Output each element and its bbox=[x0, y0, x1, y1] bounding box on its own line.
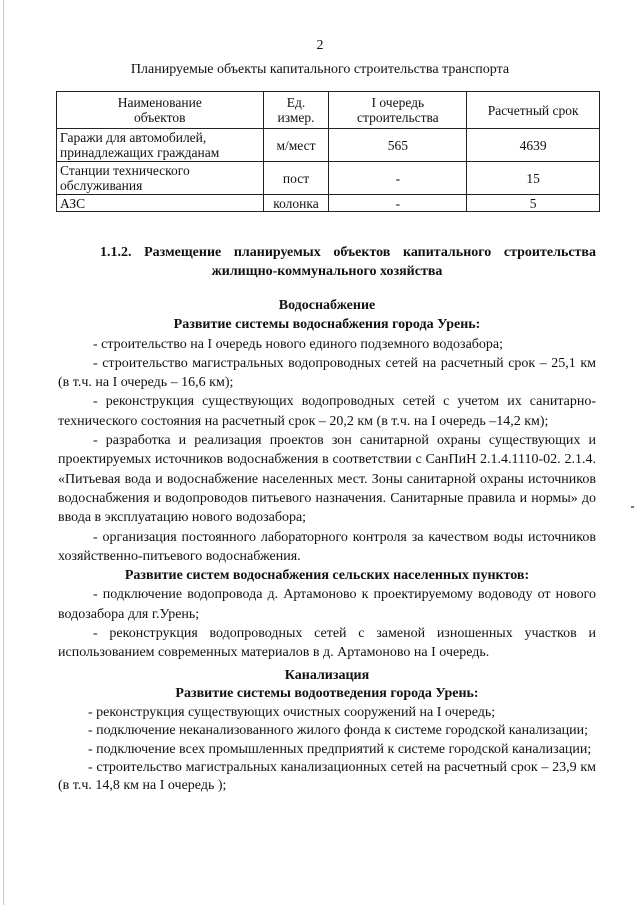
list-item: - подключение всех промышленных предприятий к системе городской канализации; bbox=[88, 741, 592, 757]
list-item: - подключение водопровода д. Артамоново к проектируемому водоводу от нового водозабора для г.Урень; bbox=[58, 587, 596, 622]
section-heading: 1.1.2. Размещение планируемых объектов капитального строительства жилищно-коммунального хозяйства bbox=[100, 245, 596, 280]
list-item: - реконструкция существующих водопроводных сетей с учетом их санитарно-технического состояния на расчетный срок – 20,2 км (в т.ч. на I очередь –14,2 км); bbox=[58, 394, 596, 429]
header-phase1: I очередь строительства bbox=[329, 92, 467, 129]
table-row bbox=[57, 195, 600, 212]
cell-total: 15 bbox=[467, 162, 600, 195]
header-name: Наименование объектов bbox=[57, 92, 264, 129]
list-item: - разработка и реализация проектов зон санитарной охраны существующих и проектируемых источников водоснабжения в соответствии с СанПиН 2.1.4.1110-02. 2.1.4. «Питьевая вода и водоснабжение населенных мест. Зоны санитарной охраны источников водоснабжения и водопроводов питьевого назначения. Санитарные правила и нормы» до ввода в эксплуатацию нового водозабора; bbox=[58, 433, 596, 526]
cell-name: АЗС bbox=[57, 195, 264, 212]
water-section bbox=[58, 296, 596, 663]
cell-name: Гаражи для автомобилей, принадлежащих гражданам bbox=[57, 129, 264, 162]
cell-name: Станции технического обслуживания bbox=[57, 162, 264, 195]
header-total: Расчетный срок bbox=[467, 92, 600, 129]
scan-edge-line bbox=[3, 0, 4, 905]
sewer-city-heading: Развитие системы водоотведения города Урень: bbox=[175, 686, 479, 702]
header-unit: Ед. измер. bbox=[263, 92, 329, 129]
cell-phase1: - bbox=[329, 162, 467, 195]
list-item: - реконструкция водопроводных сетей с заменой изношенных участков и использованием современных материалов в д. Артамоново на I очередь. bbox=[58, 626, 596, 661]
list-item: - организация постоянного лабораторного контроля за качеством воды источников хозяйственно-питьевого водоснабжения. bbox=[58, 529, 596, 564]
water-rural-heading: Развитие систем водоснабжения сельских населенных пунктов: bbox=[124, 568, 530, 584]
transport-table bbox=[56, 91, 600, 212]
cell-total: 4639 bbox=[467, 129, 600, 162]
table-header-row bbox=[57, 92, 600, 129]
page-number: 2 bbox=[316, 38, 324, 53]
list-item: - строительство на I очередь нового единого подземного водозабора; bbox=[93, 336, 504, 352]
sewer-section bbox=[58, 667, 596, 796]
cell-phase1: 565 bbox=[329, 129, 467, 162]
cell-total: 5 bbox=[467, 195, 600, 212]
water-title: Водоснабжение bbox=[278, 298, 376, 313]
scan-speck bbox=[631, 506, 634, 508]
cell-unit: м/мест bbox=[263, 129, 329, 162]
table-row bbox=[57, 129, 600, 162]
table-title: Планируемые объекты капитального строительства транспорта bbox=[130, 62, 510, 77]
cell-unit: пост bbox=[263, 162, 329, 195]
sewer-title: Канализация bbox=[284, 668, 370, 683]
cell-phase1: - bbox=[329, 195, 467, 212]
list-item: - реконструкция существующих очистных сооружений на I очередь; bbox=[88, 704, 496, 720]
cell-unit: колонка bbox=[263, 195, 329, 212]
list-item: - строительство магистральных канализационных сетей на расчетный срок – 23,9 км (в т.ч. 14,8 км на I очередь ); bbox=[58, 760, 596, 794]
water-city-heading: Развитие системы водоснабжения города Урень: bbox=[173, 317, 481, 333]
list-item: - строительство магистральных водопроводных сетей на расчетный срок – 25,1 км (в т.ч. на I очередь – 16,6 км); bbox=[58, 355, 596, 391]
table-row bbox=[57, 162, 600, 195]
list-item: - подключение неканализованного жилого фонда к системе городской канализации; bbox=[88, 723, 589, 739]
